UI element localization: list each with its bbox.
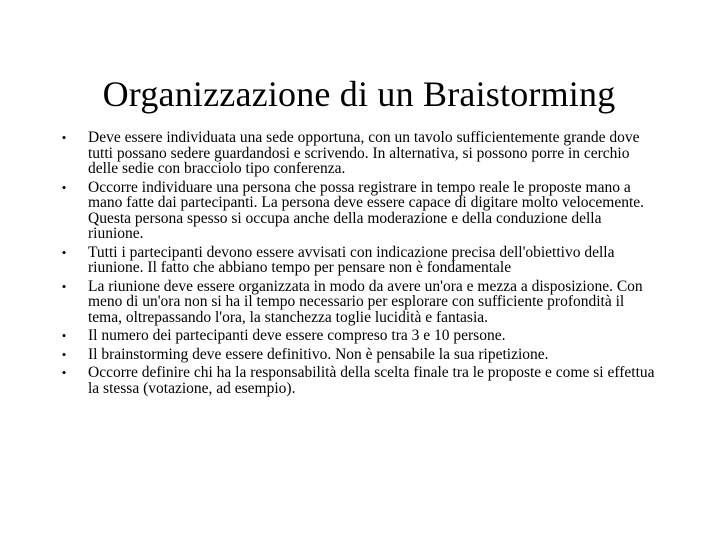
- bullet-item: [58, 130, 658, 177]
- bullet-icon: •: [61, 244, 67, 260]
- bullet-text: La riunione deve essere organizzata in modo da avere un'ora e mezza a disposizione. Con meno di un'ora non si ha il tempo necessario per esplorare con sufficiente profondità il tema, oltrepassando l'ora, la stanchezza toglie lucidità e fantasia.: [88, 277, 643, 326]
- bullet-item: [58, 245, 658, 276]
- bullet-item: [58, 180, 658, 242]
- bullet-icon: •: [61, 328, 67, 343]
- bullet-text: Deve essere individuata una sede opportuna, con un tavolo sufficientemente grande dove tutti possano sedere guardandosi e scrivendo. In alternativa, si possono porre in cerchio delle sedie con bracciolo tipo conferenza.: [88, 129, 640, 177]
- bullet-item: [58, 328, 658, 344]
- bullet-list: [58, 130, 658, 399]
- bullet-item: [58, 279, 658, 326]
- bullet-text: Il numero dei partecipanti deve essere compreso tra 3 e 10 persone.: [88, 327, 506, 344]
- bullet-icon: •: [61, 278, 67, 294]
- bullet-item: [58, 365, 658, 396]
- slide-title: Organizzazione di un Braistorming: [102, 74, 616, 114]
- bullet-icon: •: [61, 365, 67, 380]
- bullet-icon: •: [61, 346, 67, 362]
- bullet-text: Occorre definire chi ha la responsabilità della scelta finale tra le proposte e come si effettua la stessa (votazione, ad esempio).: [88, 364, 655, 397]
- bullet-text: Tutti i partecipanti devono essere avvisati con indicazione precisa dell'obiettivo della riunione. Il fatto che abbiano tempo per pensare non è fondamentale: [88, 243, 615, 276]
- bullet-icon: •: [61, 130, 67, 145]
- bullet-text: Occorre individuare una persona che possa registrare in tempo reale le proposte mano a mano fatte dai partecipanti. La persona deve essere capace di digitare molto velocemente. Questa persona spesso si occupa anche della moderazione e della conduzione della riunione.: [88, 178, 645, 242]
- bullet-text: Il brainstorming deve essere definitivo. Non è pensabile la sua ripetizione.: [88, 345, 549, 363]
- bullet-icon: •: [61, 179, 67, 195]
- bullet-item: [58, 347, 658, 363]
